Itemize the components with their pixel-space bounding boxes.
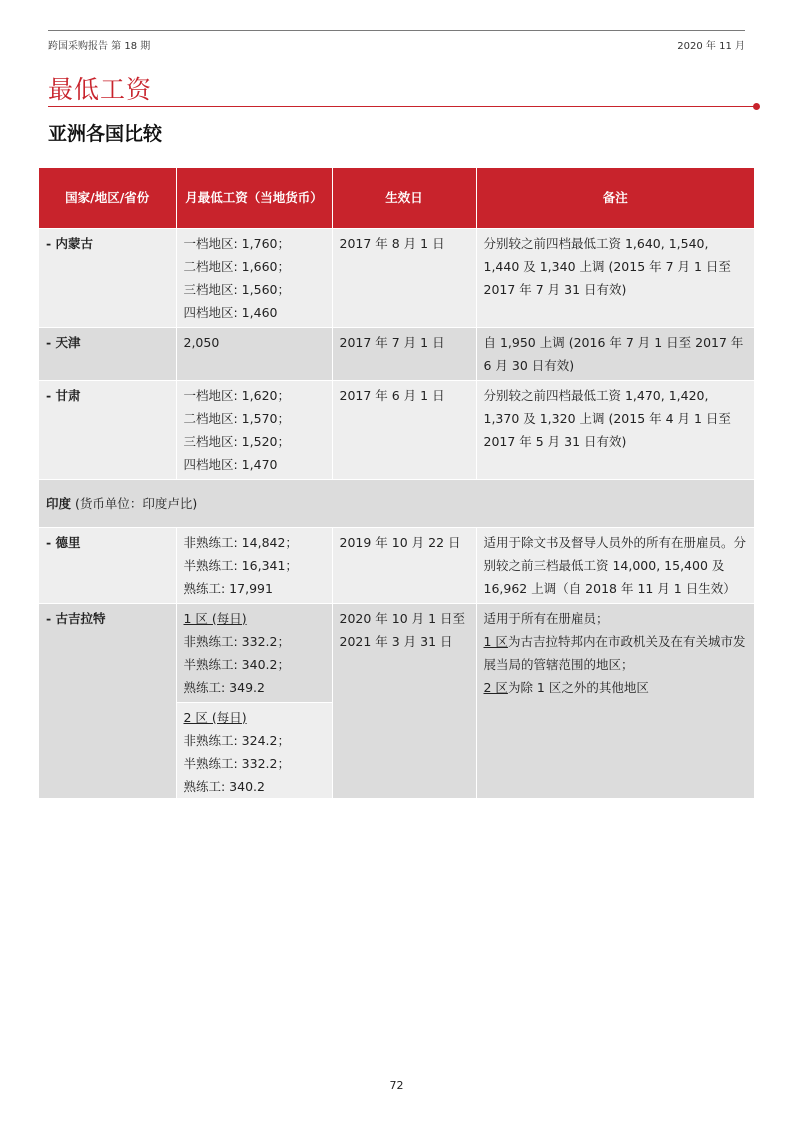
- zone-1-description: 为古吉拉特邦内在市政机关及在有关城市发展当局的管辖范围的地区；: [483, 633, 746, 672]
- wage-cell: [176, 380, 332, 479]
- wage-line: 熟练工: 349.2: [183, 679, 265, 695]
- wage-cell: [176, 327, 332, 380]
- minimum-wage-table-container: [39, 168, 754, 798]
- note-cell: 自 1,950 上调 (2016 年 7 月 1 日至 2017 年 6 月 30 日有效): [476, 327, 754, 380]
- note-line: 适用于所有在册雇员；: [483, 610, 609, 626]
- page-number: 72: [389, 1079, 404, 1092]
- region-cell: - 内蒙古: [39, 228, 176, 327]
- date-cell: 2017 年 8 月 1 日: [332, 228, 476, 327]
- note-line: [484, 676, 749, 699]
- minimum-wage-table: [39, 168, 754, 798]
- wage-line: 二档地区: 1,570；: [183, 410, 290, 426]
- wage-line: 非熟练工: 324.2；: [183, 732, 290, 748]
- zone-1-wages: [177, 604, 332, 702]
- report-date-label: 2020 年 11 月: [677, 41, 745, 52]
- date-cell: 2017 年 7 月 1 日: [332, 327, 476, 380]
- region-cell: - 古吉拉特: [39, 603, 176, 798]
- zone-1-label: 1 区: [483, 633, 508, 649]
- wage-line: 半熟练工: 332.2；: [183, 755, 290, 771]
- wage-line: 半熟练工: 16,341；: [183, 557, 298, 573]
- note-cell: [476, 603, 754, 798]
- wage-line: 一档地区: 1,760；: [183, 235, 290, 251]
- table-row: [39, 380, 754, 479]
- zone-2-description: 为除 1 区之外的其他地区: [507, 679, 649, 695]
- date-cell: 2020 年 10 月 1 日至 2021 年 3 月 31 日: [332, 603, 476, 798]
- wage-line: 熟练工: 17,991: [183, 580, 273, 596]
- date-cell: 2017 年 6 月 1 日: [332, 380, 476, 479]
- wage-cell: [176, 228, 332, 327]
- date-cell: 2019 年 10 月 22 日: [332, 527, 476, 603]
- wage-cell: [176, 527, 332, 603]
- section-title: 最低工资: [48, 75, 153, 104]
- country-currency-cell: [39, 479, 754, 527]
- header-rule: [48, 30, 745, 31]
- wage-cell: [176, 603, 332, 798]
- wage-line: 非熟练工: 332.2；: [183, 633, 290, 649]
- zone-2-wages: [177, 702, 332, 798]
- note-cell: 分别较之前四档最低工资 1,470, 1,420, 1,370 及 1,320 上调 (2015 年 4 月 1 日至 2017 年 5 月 31 日有效): [476, 380, 754, 479]
- region-cell: - 天津: [39, 327, 176, 380]
- table-header-row: [39, 168, 754, 228]
- page-subtitle: 亚洲各国比较: [48, 123, 163, 145]
- wage-line: 半熟练工: 340.2；: [183, 656, 290, 672]
- zone-1-title: 1 区 (每日): [183, 610, 247, 626]
- wage-line: 四档地区: 1,460: [183, 304, 278, 320]
- column-header-region: 国家/地区/省份: [39, 168, 176, 228]
- column-header-monthly-wage: 月最低工资（当地货币）: [176, 168, 332, 228]
- wage-line: 三档地区: 1,520；: [183, 433, 290, 449]
- region-cell: - 德里: [39, 527, 176, 603]
- wage-line: 2,050: [183, 334, 220, 350]
- wage-line: 二档地区: 1,660；: [183, 258, 290, 274]
- wage-line: 一档地区: 1,620；: [183, 387, 290, 403]
- wage-line: 四档地区: 1,470: [183, 456, 278, 472]
- note-line: [484, 630, 749, 676]
- country-currency-row: [39, 479, 754, 527]
- column-header-remarks: 备注: [476, 168, 754, 228]
- table-row: [39, 527, 754, 603]
- title-rule: [48, 106, 754, 107]
- country-name: 印度: [46, 495, 72, 511]
- zone-2-title: 2 区 (每日): [183, 709, 247, 725]
- table-row: [39, 603, 754, 798]
- table-row: [39, 327, 754, 380]
- note-cell: 分别较之前四档最低工资 1,640, 1,540, 1,440 及 1,340 上调 (2015 年 7 月 1 日至 2017 年 7 月 31 日有效): [476, 228, 754, 327]
- wage-line: 熟练工: 340.2: [183, 778, 265, 794]
- currency-unit: (货币单位：印度卢比): [75, 495, 198, 511]
- report-issue-label: 跨国采购报告 第 18 期: [48, 41, 151, 52]
- wage-line: 三档地区: 1,560；: [183, 281, 290, 297]
- zone-2-label: 2 区: [483, 679, 508, 695]
- note-cell: 适用于除文书及督导人员外的所有在册雇员。分别较之前三档最低工资 14,000, 15,400 及 16,962 上调（自 2018 年 11 月 1 日生效）: [476, 527, 754, 603]
- table-row: [39, 228, 754, 327]
- region-cell: - 甘肃: [39, 380, 176, 479]
- column-header-effective-date: 生效日: [332, 168, 476, 228]
- wage-line: 非熟练工: 14,842；: [183, 534, 298, 550]
- title-rule-dot: [753, 103, 760, 110]
